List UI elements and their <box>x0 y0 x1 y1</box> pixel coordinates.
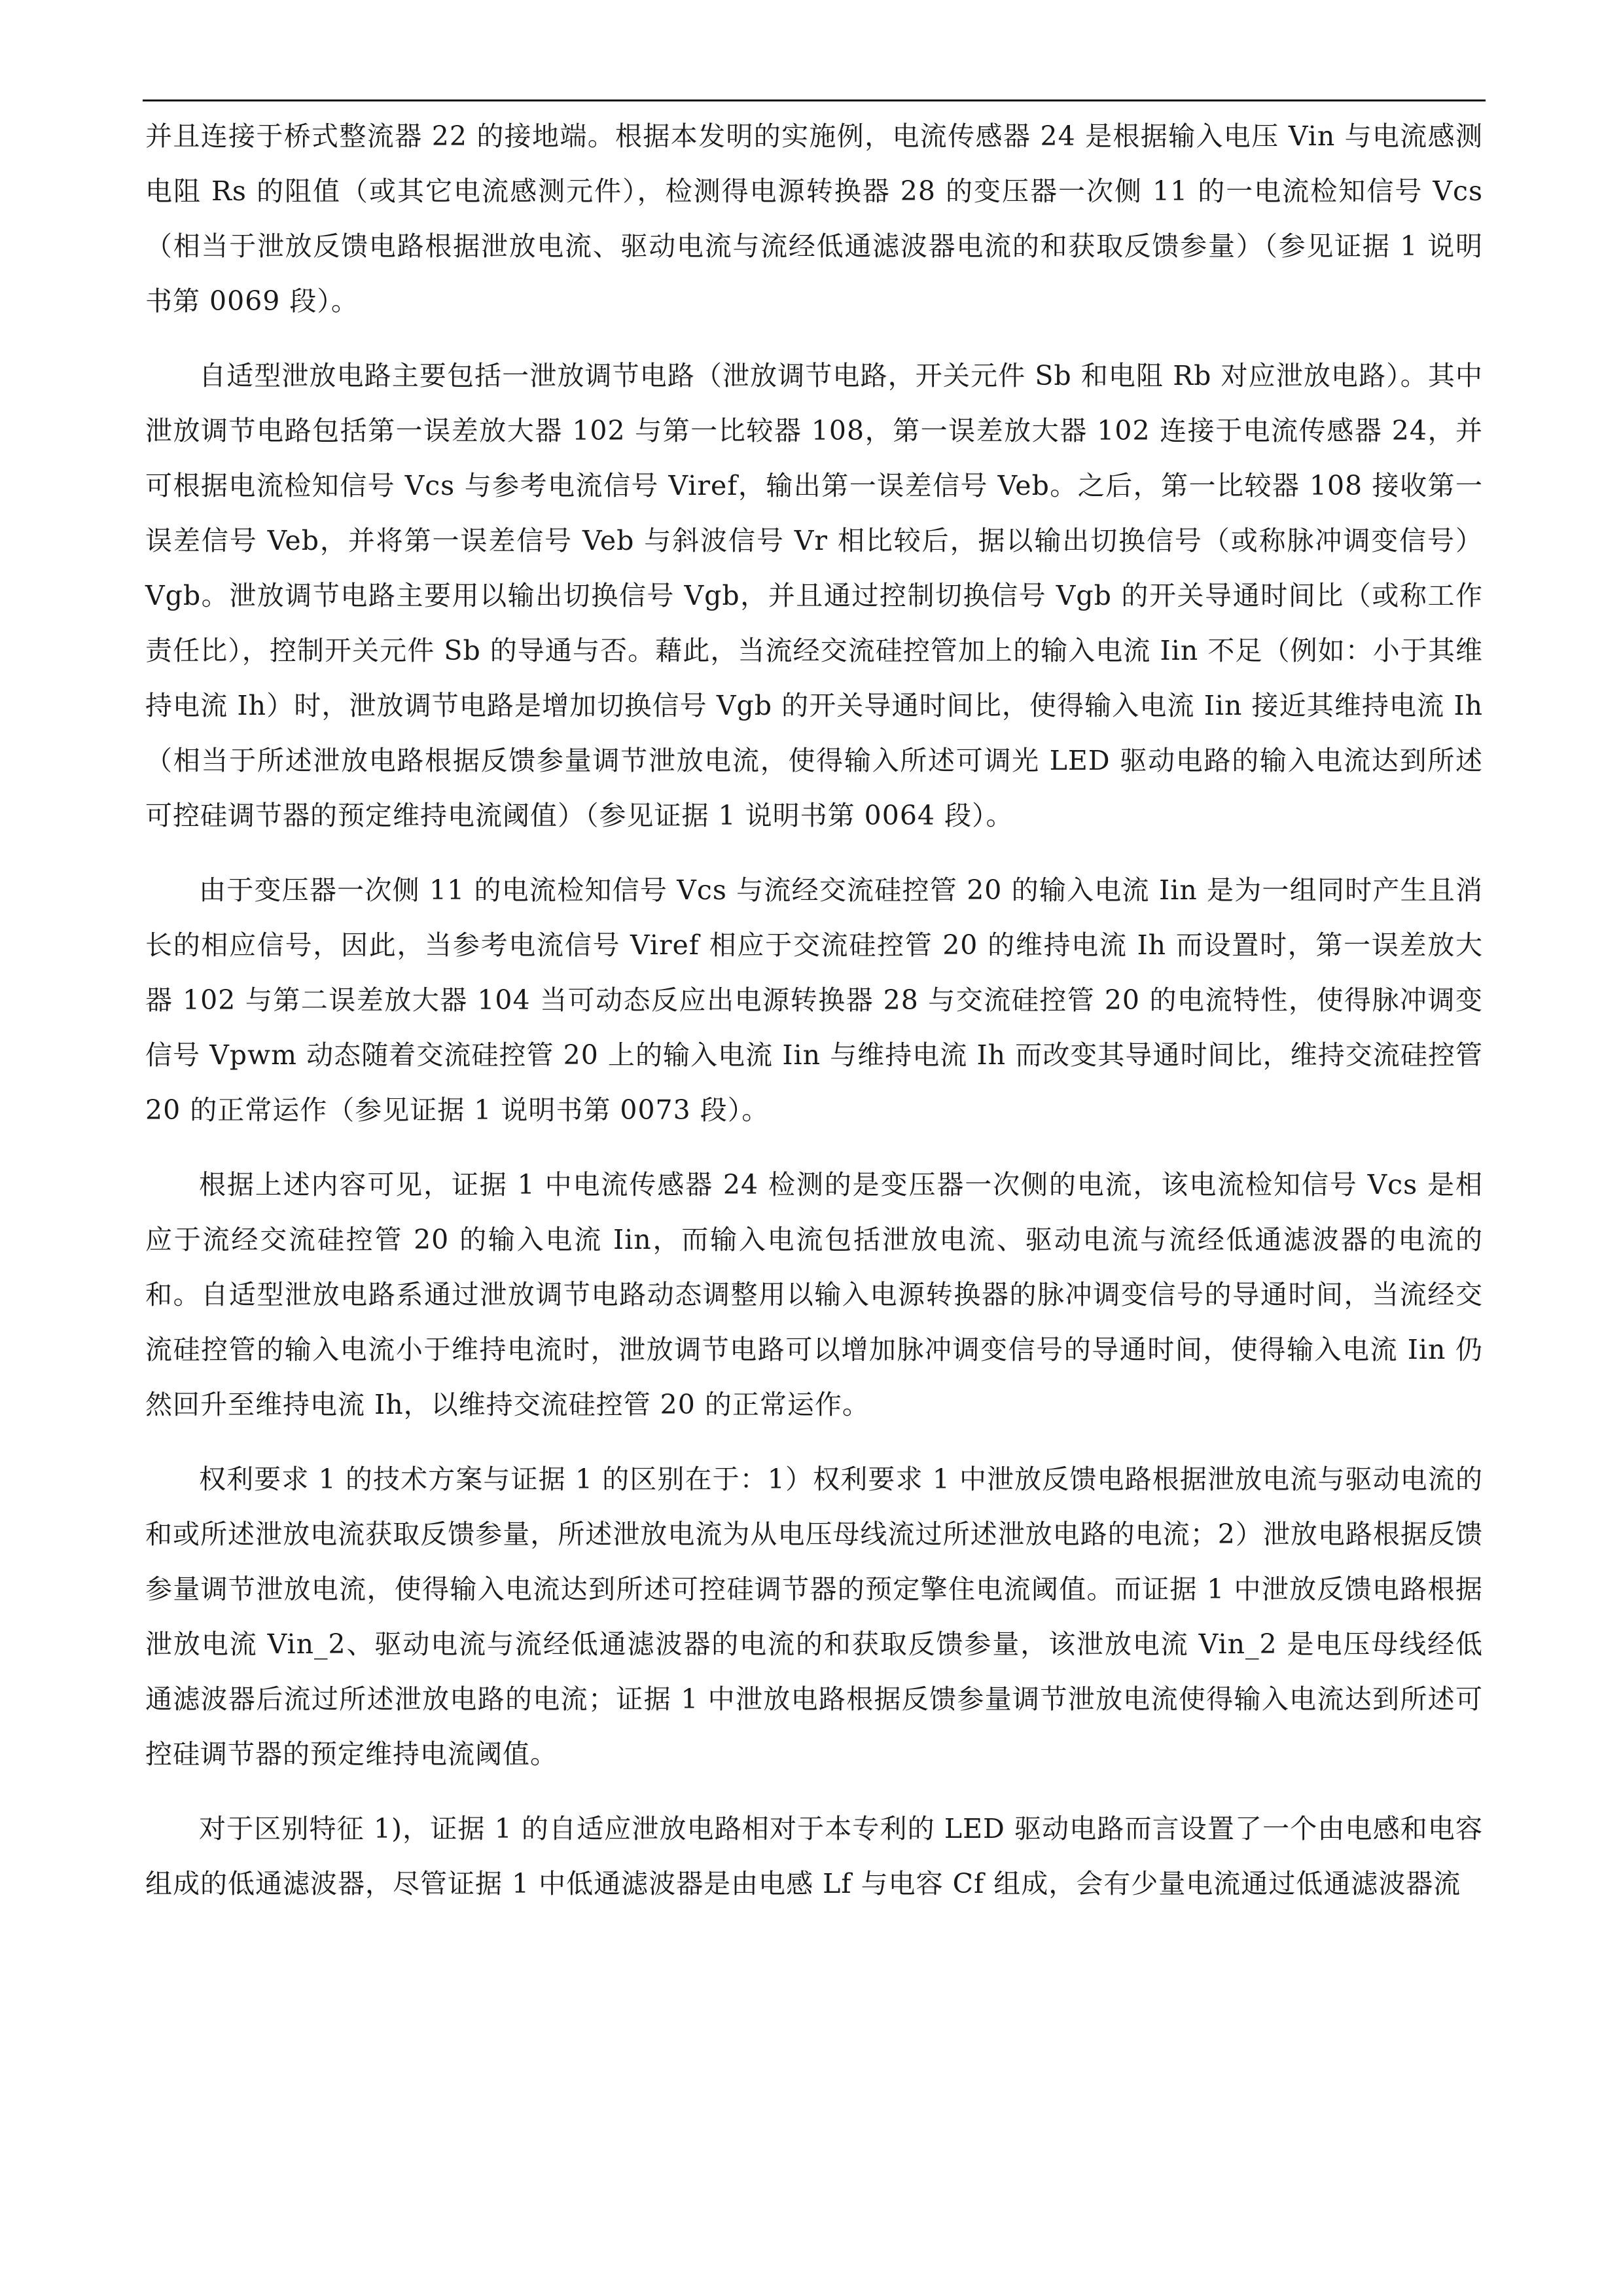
paragraph-2: 自适型泄放电路主要包括一泄放调节电路（泄放调节电路，开关元件 Sb 和电阻 Rb 对应泄放电路）。其中泄放调节电路包括第一误差放大器 102 与第一比较器 108，第一误差放大器 102 连接于电流传感器 24，并可根据电流检知信号 Vcs 与参考电流信号 Viref，输出第一误差信号 Veb。之后，第一比较器 108 接收第一误差信号 Veb，并将第一误差信号 Veb 与斜波信号 Vr 相比较后，据以输出切换信号（或称脉冲调变信号）Vgb。泄放调节电路主要用以输出切换信号 Vgb，并且通过控制切换信号 Vgb 的开关导通时间比（或称工作责任比），控制开关元件 Sb 的导通与否。藉此，当流经交流硅控管加上的输入电流 Iin 不足（例如：小于其维持电流 Ih）时，泄放调节电路是增加切换信号 Vgb 的开关导通时间比，使得输入电流 Iin 接近其维持电流 Ih（相当于所述泄放电路根据反馈参量调节泄放电流，使得输入所述可调光 LED 驱动电路的输入电流达到所述可控硅调节器的预定维持电流阈值）（参见证据 1 说明书第 0064 段）。 <box>145 360 1483 831</box>
paragraph-5: 权利要求 1 的技术方案与证据 1 的区别在于：1）权利要求 1 中泄放反馈电路根据泄放电流与驱动电流的和或所述泄放电流获取反馈参量，所述泄放电流为从电压母线流过所述泄放电路的电流；2）泄放电路根据反馈参量调节泄放电流，使得输入电流达到所述可控硅调节器的预定擎住电流阈值。而证据 1 中泄放反馈电路根据泄放电流 Vin_2、驱动电流与流经低通滤波器的电流的和获取反馈参量，该泄放电流 Vin_2 是电压母线经低通滤波器后流过所述泄放电路的电流；证据 1 中泄放电路根据反馈参量调节泄放电流使得输入电流达到所述可控硅调节器的预定维持电流阈值。 <box>145 1463 1483 1770</box>
paragraph-4: 根据上述内容可见，证据 1 中电流传感器 24 检测的是变压器一次侧的电流，该电流检知信号 Vcs 是相应于流经交流硅控管 20 的输入电流 Iin，而输入电流包括泄放电流、驱动电流与流经低通滤波器的电流的和。自适型泄放电路系通过泄放调节电路动态调整用以输入电源转换器的脉冲调变信号的导通时间，当流经交流硅控管的输入电流小于维持电流时，泄放调节电路可以增加脉冲调变信号的导通时间，使得输入电流 Iin 仍然回升至维持电流 Ih，以维持交流硅控管 20 的正常运作。 <box>145 1169 1483 1420</box>
paragraph-1: 并且连接于桥式整流器 22 的接地端。根据本发明的实施例，电流传感器 24 是根据输入电压 Vin 与电流感测电阻 Rs 的阻值（或其它电流感测元件），检测得电源转换器 28 的变压器一次侧 11 的一电流检知信号 Vcs（相当于泄放反馈电路根据泄放电流、驱动电流与流经低通滤波器电流的和获取反馈参量）（参见证据 1 说明书第 0069 段）。 <box>145 120 1483 317</box>
header-rule <box>143 99 1486 101</box>
body-text <box>145 109 1483 1931</box>
paragraph-6: 对于区别特征 1)，证据 1 的自适应泄放电路相对于本专利的 LED 驱动电路而言设置了一个由电感和电容组成的低通滤波器，尽管证据 1 中低通滤波器是由电感 Lf 与电容 Cf 组成，会有少量电流通过低通滤波器流 <box>145 1813 1483 1899</box>
paragraph-3: 由于变压器一次侧 11 的电流检知信号 Vcs 与流经交流硅控管 20 的输入电流 Iin 是为一组同时产生且消长的相应信号，因此，当参考电流信号 Viref 相应于交流硅控管 20 的维持电流 Ih 而设置时，第一误差放大器 102 与第二误差放大器 104 当可动态反应出电源转换器 28 与交流硅控管 20 的电流特性，使得脉冲调变信号 Vpwm 动态随着交流硅控管 20 上的输入电流 Iin 与维持电流 Ih 而改变其导通时间比，维持交流硅控管 20 的正常运作（参见证据 1 说明书第 0073 段）。 <box>145 874 1483 1126</box>
